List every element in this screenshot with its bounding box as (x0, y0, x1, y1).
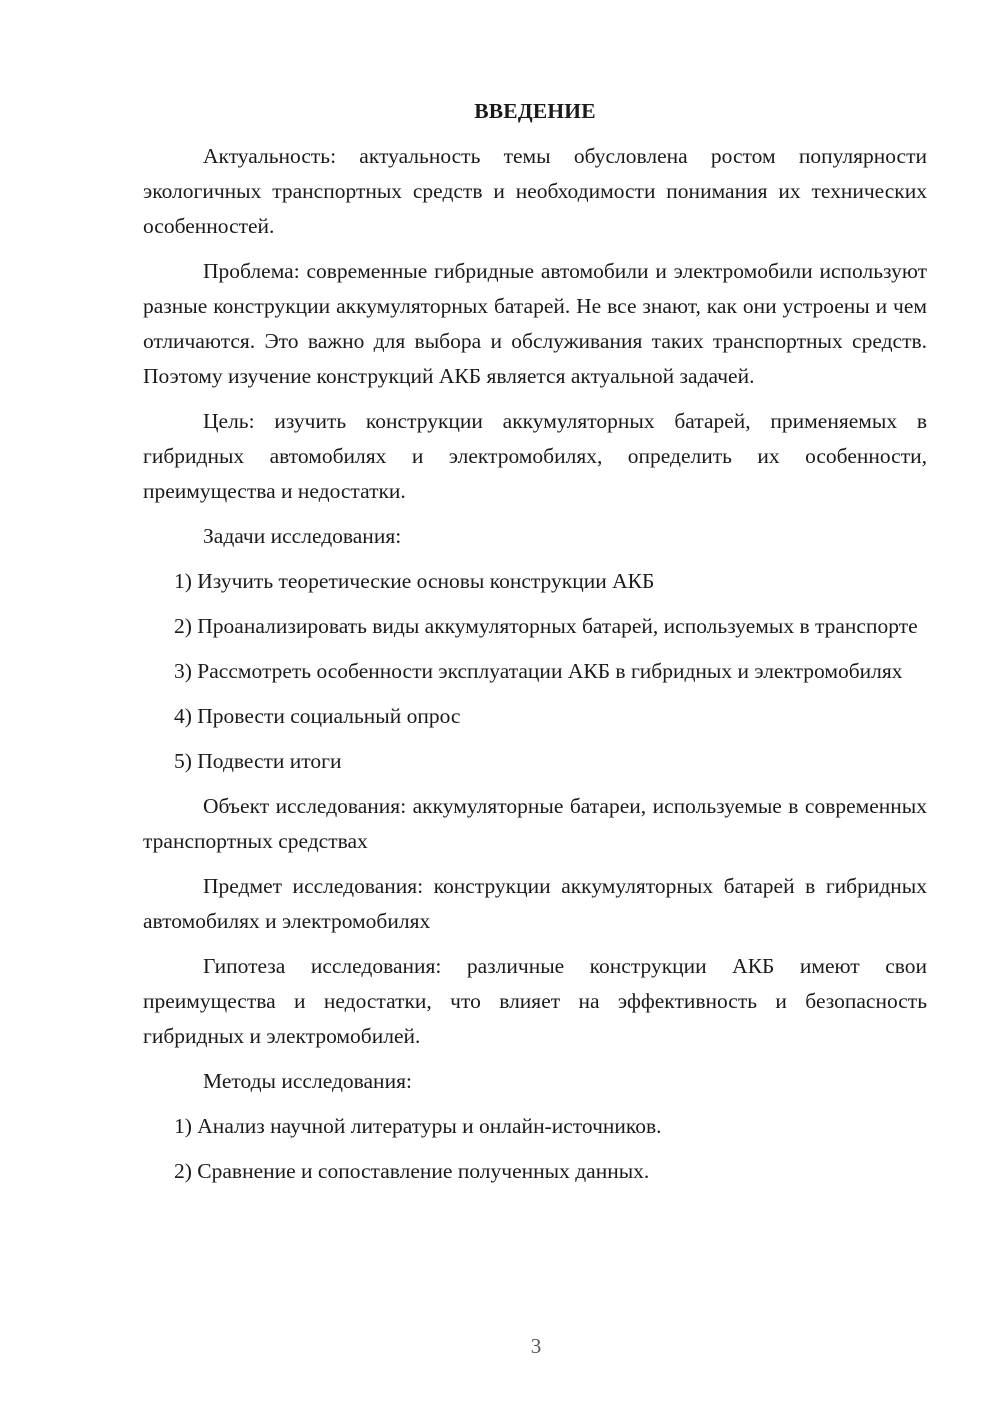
relevance-paragraph: Актуальность: актуальность темы обусловлена ростом популярности экологичных транспортных средств и необходимости понимания их технических особенностей. (143, 144, 927, 238)
method-item: 1) Анализ научной литературы и онлайн-источников. (174, 1114, 662, 1138)
subject-paragraph: Предмет исследования: конструкции аккумуляторных батарей в гибридных автомобилях и электромобилях (143, 874, 927, 933)
problem-paragraph: Проблема: современные гибридные автомобили и электромобили используют разные конструкции аккумуляторных батарей. Не все знают, как они устроены и чем отличаются. Это важно для выбора и обслуживания таких транспортных средств. Поэтому изучение конструкций АКБ является актуальной задачей. (143, 259, 927, 388)
methods-heading: Методы исследования: (203, 1069, 412, 1093)
task-item: 5) Подвести итоги (174, 749, 342, 773)
task-item: 3) Рассмотреть особенности эксплуатации АКБ в гибридных и электромобилях (174, 659, 903, 683)
method-item: 2) Сравнение и сопоставление полученных данных. (174, 1159, 650, 1183)
hypothesis-paragraph: Гипотеза исследования: различные конструкции АКБ имеют свои преимущества и недостатки, что влияет на эффективность и безопасность гибридных и электромобилей. (143, 954, 927, 1048)
task-item: 1) Изучить теоретические основы конструкции АКБ (174, 569, 655, 593)
object-paragraph: Объект исследования: аккумуляторные батареи, используемые в современных транспортных средствах (143, 794, 927, 853)
page-number: 3 (530, 1334, 542, 1358)
tasks-heading: Задачи исследования: (203, 524, 402, 548)
task-item: 4) Провести социальный опрос (174, 704, 461, 728)
section-title: ВВЕДЕНИЕ (474, 99, 596, 123)
goal-paragraph: Цель: изучить конструкции аккумуляторных батарей, применяемых в гибридных автомобилях и электромобилях, определить их особенности, преимущества и недостатки. (143, 409, 927, 503)
document-page (143, 94, 927, 1199)
task-item: 2) Проанализировать виды аккумуляторных батарей, используемых в транспорте (174, 614, 918, 638)
